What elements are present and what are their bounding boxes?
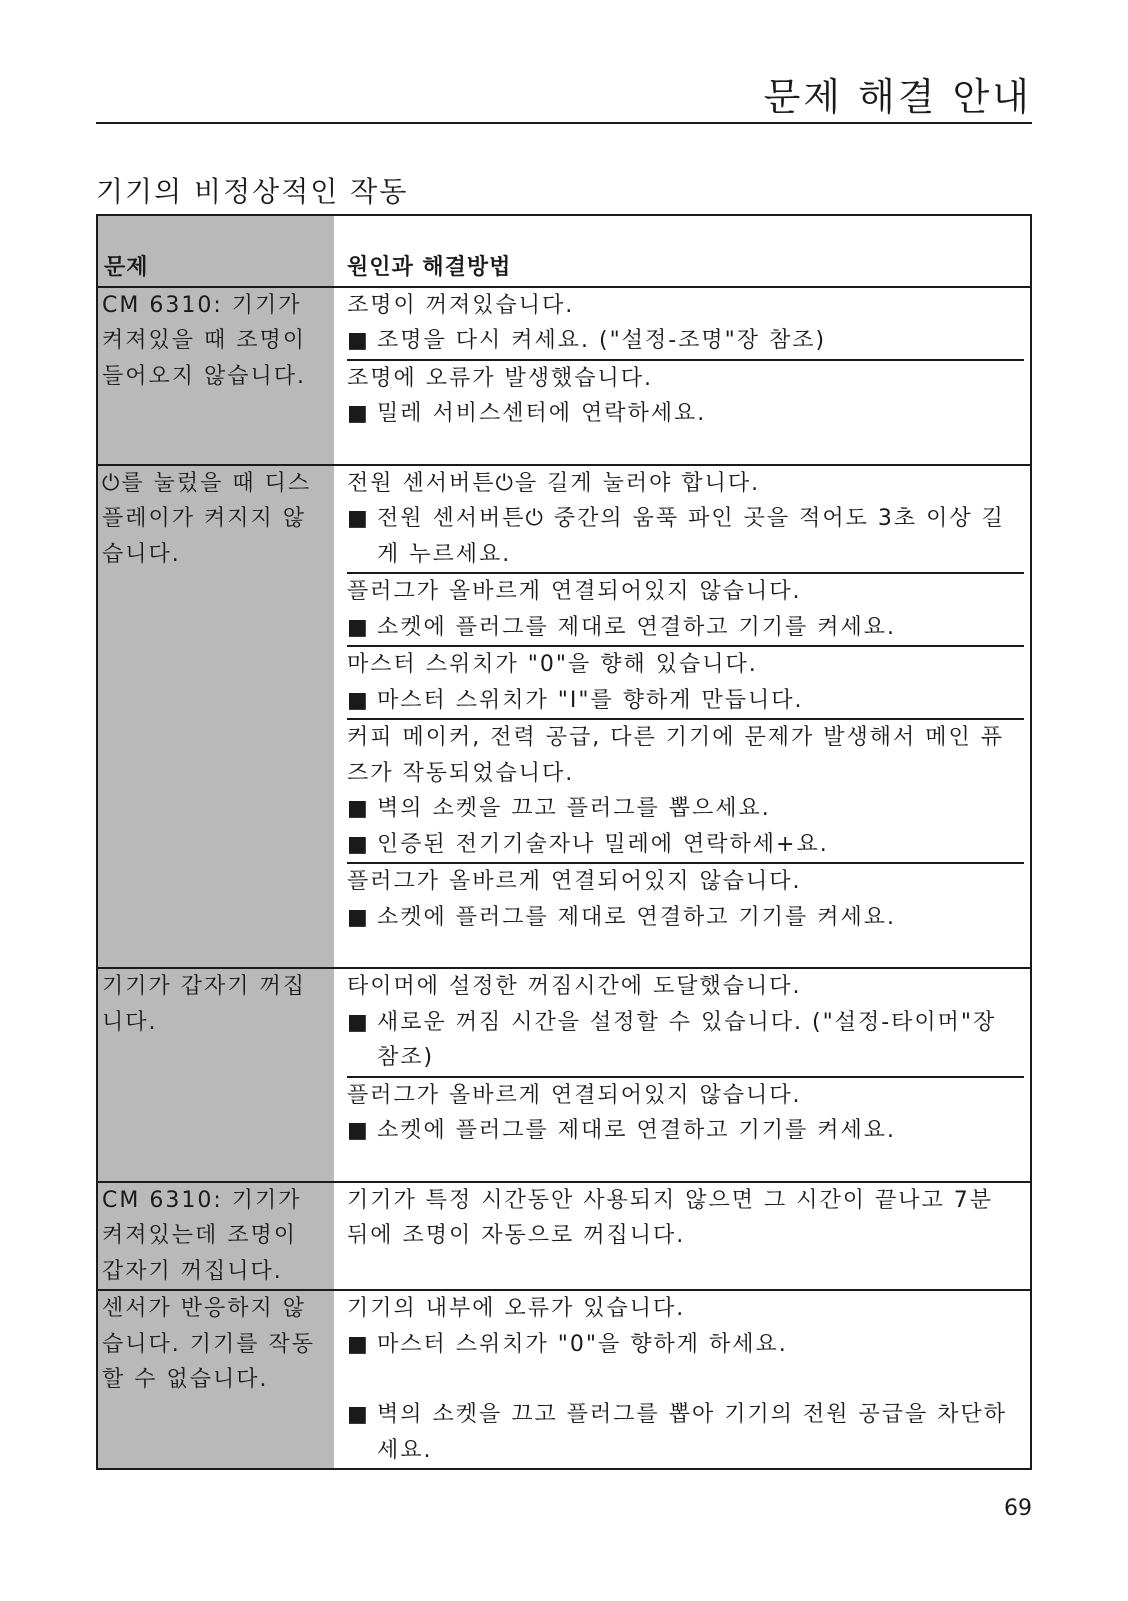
solution-step: ■ 소켓에 플러그를 제대로 연결하고 기기를 켜세요.: [347, 1113, 1024, 1149]
cause-text: 타이머에 설정한 꺼짐시간에 도달했습니다.: [347, 974, 802, 999]
solution-step: ■ 마스터 스위치가 "0"을 향하게 하세요.: [347, 1327, 1024, 1363]
solution-step: ■ 소켓에 플러그를 제대로 연결하고 기기를 켜세요.: [347, 900, 1024, 936]
cause-text: 기기의 내부에 오류가 있습니다.: [347, 1296, 686, 1321]
cause-block: [347, 466, 1024, 573]
problem-cell: 기기가 갑자기 꺼집니다.: [98, 968, 334, 1182]
table-row: [98, 968, 1030, 1182]
table-row: [98, 287, 1030, 465]
table-row: [98, 1290, 1030, 1468]
bullet-square-icon: ■: [347, 831, 370, 857]
solution-step: ■ 밀레 서비스센터에 연락하세요.: [347, 396, 1024, 432]
bullet-square-icon: ■: [347, 796, 370, 821]
cause-text: 플러그가 올바르게 연결되어있지 않습니다.: [347, 579, 802, 604]
bullet-square-icon: ■: [347, 1331, 370, 1357]
cause-block: [347, 645, 1024, 718]
problem-cell: CM 6310: 기기가 켜져있는데 조명이 갑자기 꺼집니다.: [98, 1182, 334, 1291]
bullet-square-icon: ■: [347, 614, 370, 640]
cause-block: [347, 1183, 1024, 1254]
problem-cell: CM 6310: 기기가 켜져있을 때 조명이 들어오지 않습니다.: [98, 287, 334, 465]
cause-block: [347, 572, 1024, 645]
solution-step: ■ 조명을 다시 켜세요. ("설정-조명"장 참조): [347, 323, 1024, 359]
bullet-square-icon: ■: [347, 1402, 370, 1427]
cause-block: [347, 862, 1024, 967]
cause-text: 마스터 스위치가 "0"을 향해 있습니다.: [347, 652, 758, 677]
cause-text: 기기가 특정 시간동안 사용되지 않으면 그 시간이 끝나고 7분 뒤에 조명이 자동으로 꺼집니다.: [347, 1187, 993, 1248]
solution-step: ■ 마스터 스위치가 "I"를 향하게 만듭니다.: [347, 683, 1024, 719]
solution-step: ■ 소켓에 플러그를 제대로 연결하고 기기를 켜세요.: [347, 610, 1024, 646]
bullet-square-icon: ■: [347, 506, 370, 531]
cause-block: [347, 718, 1024, 862]
solution-step: ■ 벽의 소켓을 끄고 플러그를 뽑으세요.: [347, 791, 1024, 827]
troubleshooting-table: [96, 214, 1032, 1470]
cause-block: [347, 969, 1024, 1076]
bullet-square-icon: ■: [347, 904, 370, 930]
solution-cell: [334, 1290, 1030, 1468]
page-number: 69: [1004, 1496, 1032, 1521]
solution-step: ■ 새로운 꺼짐 시간을 설정할 수 있습니다. ("설정-타이머"장 참조): [347, 1005, 1024, 1076]
bullet-square-icon: ■: [347, 401, 370, 426]
solution-cell: [334, 968, 1030, 1182]
table-row: [98, 465, 1030, 969]
cause-block: [347, 1291, 1024, 1468]
header-divider: [96, 122, 1032, 124]
bullet-square-icon: ■: [347, 1118, 370, 1143]
cause-block: [347, 359, 1024, 464]
solution-cell: [334, 465, 1030, 969]
cause-text: 커피 메이커, 전력 공급, 다른 기기에 문제가 발생해서 메인 퓨즈가 작동되었습니다.: [347, 725, 1004, 786]
solution-step: ■ 벽의 소켓을 끄고 플러그를 뽑아 기기의 전원 공급을 차단하세요.: [347, 1397, 1024, 1468]
bullet-square-icon: ■: [347, 687, 370, 713]
spacer: [347, 1362, 1024, 1397]
solution-step: ■ 전원 센서버튼⏻ 중간의 움푹 파인 곳을 적어도 3초 이상 길게 누르세요.: [347, 501, 1024, 572]
section-title: 기기의 비정상적인 작동: [96, 175, 409, 208]
solution-cell: [334, 287, 1030, 465]
column-header-problem: 문제: [98, 216, 334, 287]
bullet-square-icon: ■: [347, 1009, 370, 1035]
column-header-solution: 원인과 해결방법: [334, 216, 1030, 287]
cause-text: 전원 센서버튼⏻을 길게 눌러야 합니다.: [347, 470, 761, 496]
solution-step: ■ 인증된 전기기술자나 밀레에 연락하세+요.: [347, 827, 1024, 863]
solution-cell: [334, 1182, 1030, 1291]
cause-block: [347, 288, 1024, 359]
cause-block: [347, 1076, 1024, 1181]
table-row: [98, 1182, 1030, 1291]
problem-cell: 센서가 반응하지 않습니다. 기기를 작동할 수 없습니다.: [98, 1290, 334, 1468]
cause-text: 플러그가 올바르게 연결되어있지 않습니다.: [347, 869, 802, 894]
bullet-square-icon: ■: [347, 328, 370, 353]
cause-text: 조명에 오류가 발생했습니다.: [347, 365, 654, 391]
cause-text: 조명이 꺼져있습니다.: [347, 292, 575, 318]
page-header-title: 문제 해결 안내: [763, 75, 1032, 119]
table-header-row: [98, 216, 1030, 287]
cause-text: 플러그가 올바르게 연결되어있지 않습니다.: [347, 1082, 802, 1108]
problem-cell: ⏻를 눌렀을 때 디스플레이가 켜지지 않습니다.: [98, 465, 334, 969]
